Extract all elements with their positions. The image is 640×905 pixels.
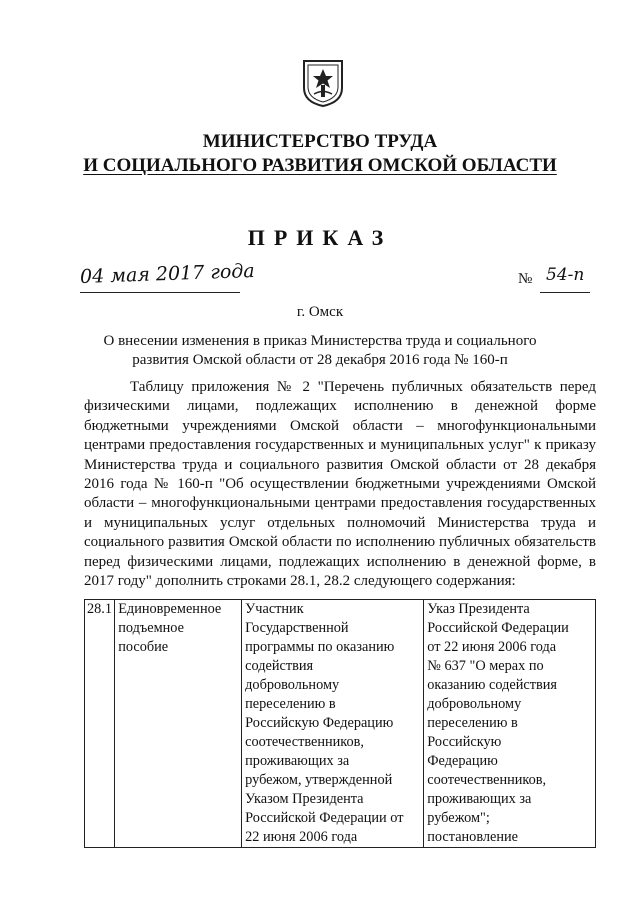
- number-underline: [540, 292, 590, 293]
- handwritten-number: 54-п: [546, 265, 585, 285]
- order-subject: О внесении изменения в приказ Министерства труда и социального развития Омской области от 28 декабря 2016 года № 160-п: [103, 333, 537, 368]
- legal-basis-cell: [424, 600, 596, 848]
- table-row: [85, 600, 596, 848]
- order-body-paragraph: Таблицу приложения № 2 "Перечень публичных обязательств перед физическими лицами, подлежащих исполнению в денежной форме бюджетными учреждениями Омской области – многофункциональными центрами предоставления государственных и муниципальных услуг" к приказу Министерства труда и социального развития Омской области от 28 декабря 2016 года № 160-п "Об осуществлении бюджетными учреждениями Омской области – многофункциональными центрами предоставления государственных и муниципальных услуг отдельных полномочий Министерства труда и социального развития Омской области по исполнению публичных обязательств перед физическими лицами, подлежащих исполнению в денежной форме, в 2017 году" дополнить строками 28.1, 28.2 следующего содержания:: [84, 379, 596, 590]
- ministry-name-line2: И СОЦИАЛЬНОГО РАЗВИТИЯ ОМСКОЙ ОБЛАСТИ: [83, 155, 557, 176]
- city-name: г. Омск: [296, 304, 344, 320]
- amendment-table: [84, 599, 596, 848]
- obligation-name: Единовременное подъемное пособие: [118, 601, 222, 655]
- document-type-title: ПРИКАЗ: [247, 225, 393, 250]
- recipient-category: Участник Государственной программы по оказанию содействия добровольному переселению в Российскую Федерацию соотечественников, проживающих за рубежом, утвержденной Указом Президента Российской Федерации от 22 июня 2006 года: [245, 601, 404, 845]
- legal-basis: Указ Президента Российской Федерации от 22 июня 2006 года № 637 "О мерах по оказанию содействия добровольному переселению в Российскую Федерацию соотечественников, проживающих за рубежом"; постановление: [427, 601, 569, 845]
- coat-of-arms-icon: [300, 58, 346, 108]
- row-number-cell: [85, 600, 115, 848]
- obligation-name-cell: [115, 600, 242, 848]
- date-underline: [80, 292, 240, 293]
- row-number: 28.1: [87, 601, 113, 617]
- recipient-cell: [242, 600, 424, 848]
- ministry-name-line1: МИНИСТЕРСТВО ТРУДА: [202, 131, 438, 152]
- number-label: №: [518, 271, 533, 287]
- handwritten-date: 04 мая 2017 года: [79, 259, 256, 289]
